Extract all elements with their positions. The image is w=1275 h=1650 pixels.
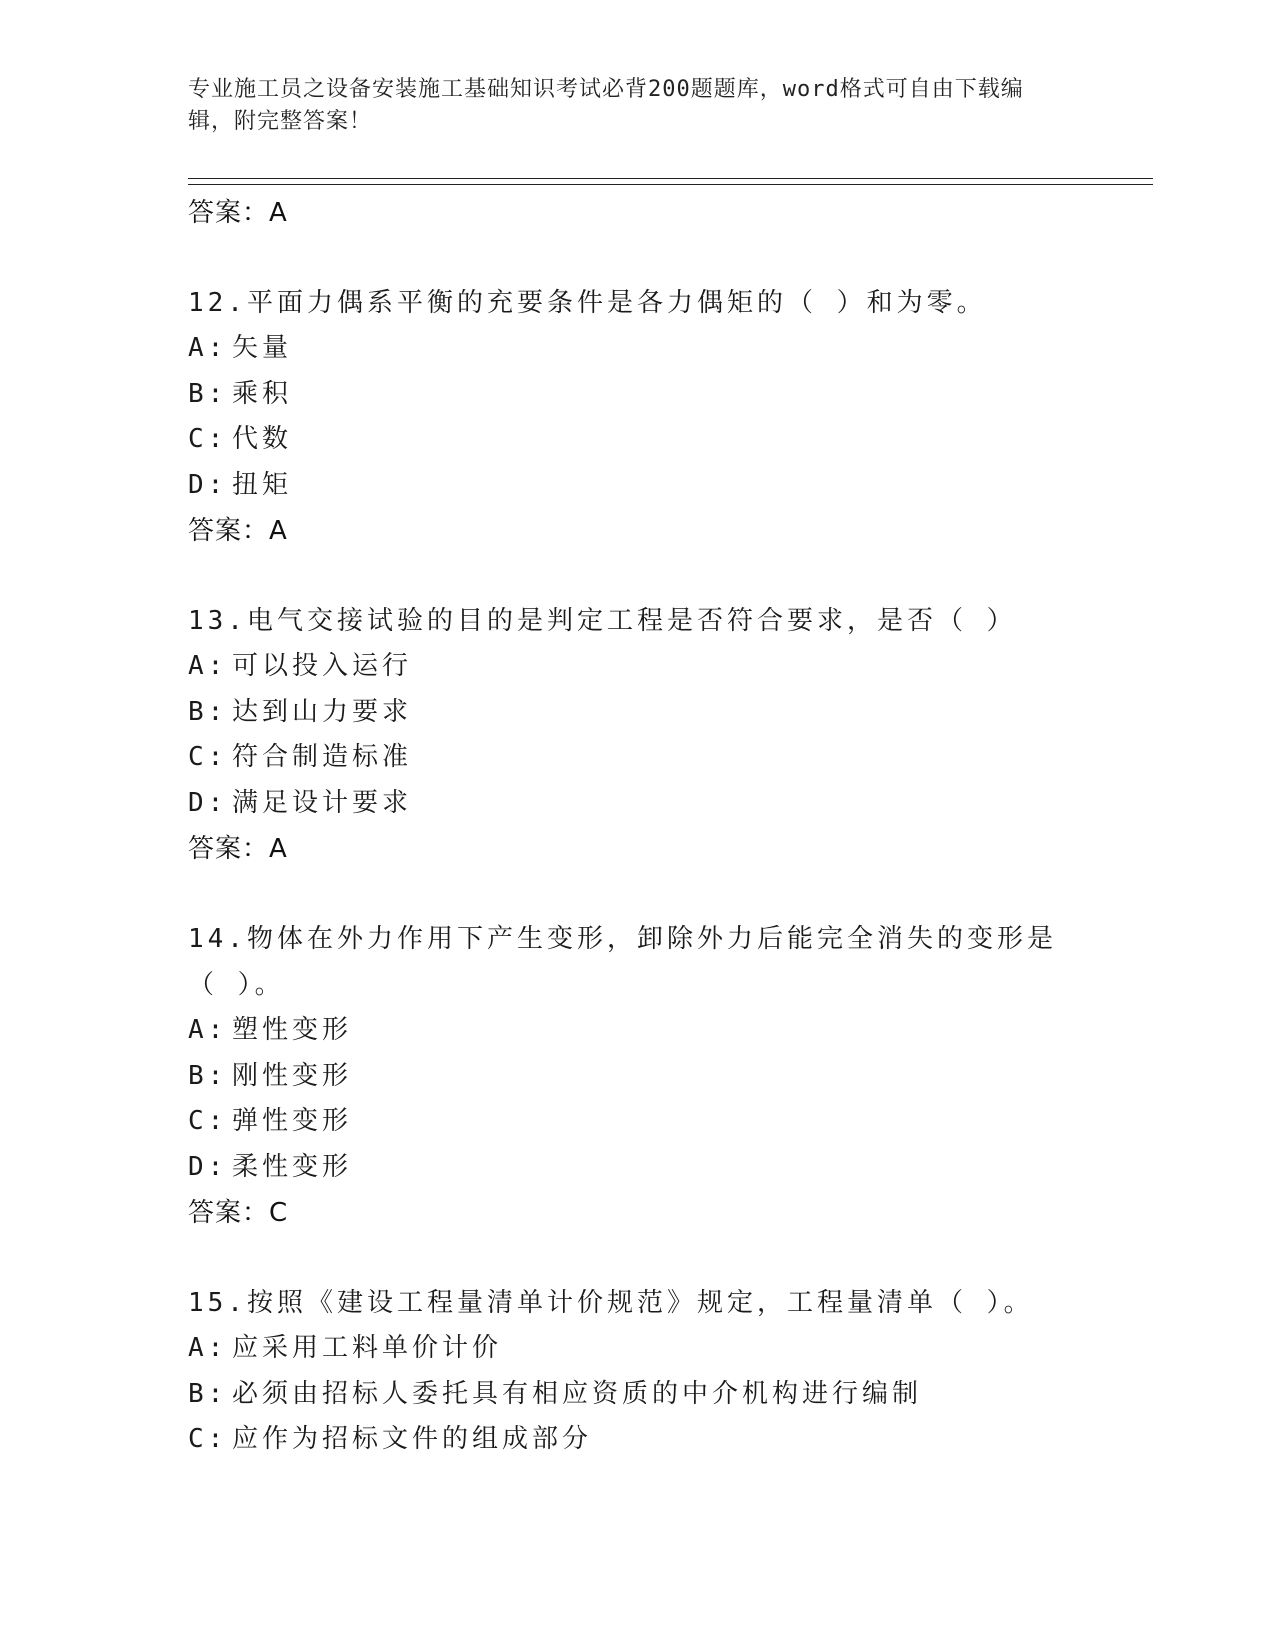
option-key: A: <box>188 1333 228 1363</box>
question-item <box>188 598 1068 872</box>
option-text: 矢量 <box>232 333 293 363</box>
option-a <box>188 326 1068 372</box>
question-item <box>188 280 1068 554</box>
option-key: C: <box>188 1424 228 1454</box>
option-a <box>188 1326 1068 1372</box>
option-c <box>188 417 1068 463</box>
answer-line: 答案：A <box>188 834 288 864</box>
question-item <box>188 916 1068 1236</box>
question-stem: 13.电气交接试验的目的是判定工程是否符合要求，是否（ ） <box>188 606 1017 636</box>
option-key: B: <box>188 378 228 409</box>
option-text: 代数 <box>232 424 293 454</box>
option-a <box>188 1008 1068 1054</box>
page-header <box>188 74 1068 138</box>
question-stem: 15.按照《建设工程量清单计价规范》规定，工程量清单（ ）。 <box>188 1288 1034 1318</box>
option-d <box>188 781 1068 827</box>
option-text: 可以投入运行 <box>232 651 413 681</box>
option-key: D: <box>188 469 228 500</box>
option-key: D: <box>188 1151 228 1182</box>
option-text: 应采用工料单价计价 <box>232 1333 503 1363</box>
option-b <box>188 690 1068 736</box>
question-list <box>188 190 1068 1463</box>
option-text: 扭矩 <box>232 469 293 500</box>
option-key: C: <box>188 424 228 454</box>
option-c <box>188 1417 1068 1463</box>
option-d <box>188 463 1068 509</box>
option-c <box>188 1099 1068 1145</box>
option-c <box>188 735 1068 781</box>
option-key: B: <box>188 1378 228 1409</box>
option-d <box>188 1145 1068 1191</box>
option-key: C: <box>188 742 228 772</box>
option-text: 乘积 <box>232 378 293 409</box>
option-key: D: <box>188 787 228 818</box>
answer-line: 答案：A <box>188 516 288 546</box>
option-key: B: <box>188 696 228 727</box>
answer-line: 答案：A <box>188 198 288 228</box>
option-text: 符合制造标准 <box>232 742 413 772</box>
option-key: B: <box>188 1060 228 1091</box>
option-text: 弹性变形 <box>232 1106 353 1136</box>
question-item <box>188 1280 1068 1463</box>
option-b <box>188 1372 1068 1418</box>
option-text: 满足设计要求 <box>232 787 413 818</box>
option-key: A: <box>188 333 228 363</box>
option-key: A: <box>188 651 228 681</box>
option-key: A: <box>188 1015 228 1045</box>
option-text: 达到山力要求 <box>232 696 413 727</box>
option-text: 柔性变形 <box>232 1151 353 1182</box>
question-stem: 12.平面力偶系平衡的充要条件是各力偶矩的（ ）和为零。 <box>188 288 987 318</box>
document-title: 专业施工员之设备安装施工基础知识考试必背200题题库，word格式可自由下载编辑，附完整答案！ <box>188 77 1024 134</box>
question-stem: 14.物体在外力作用下产生变形，卸除外力后能完全消失的变形是（ ）。 <box>188 924 1057 1000</box>
option-a <box>188 644 1068 690</box>
header-divider <box>188 178 1153 185</box>
option-b <box>188 372 1068 418</box>
option-text: 必须由招标人委托具有相应资质的中介机构进行编制 <box>232 1378 923 1409</box>
option-b <box>188 1054 1068 1100</box>
answer-line: 答案：C <box>188 1198 289 1228</box>
option-text: 刚性变形 <box>232 1060 353 1091</box>
option-text: 塑性变形 <box>232 1015 353 1045</box>
option-text: 应作为招标文件的组成部分 <box>232 1424 593 1454</box>
option-key: C: <box>188 1106 228 1136</box>
